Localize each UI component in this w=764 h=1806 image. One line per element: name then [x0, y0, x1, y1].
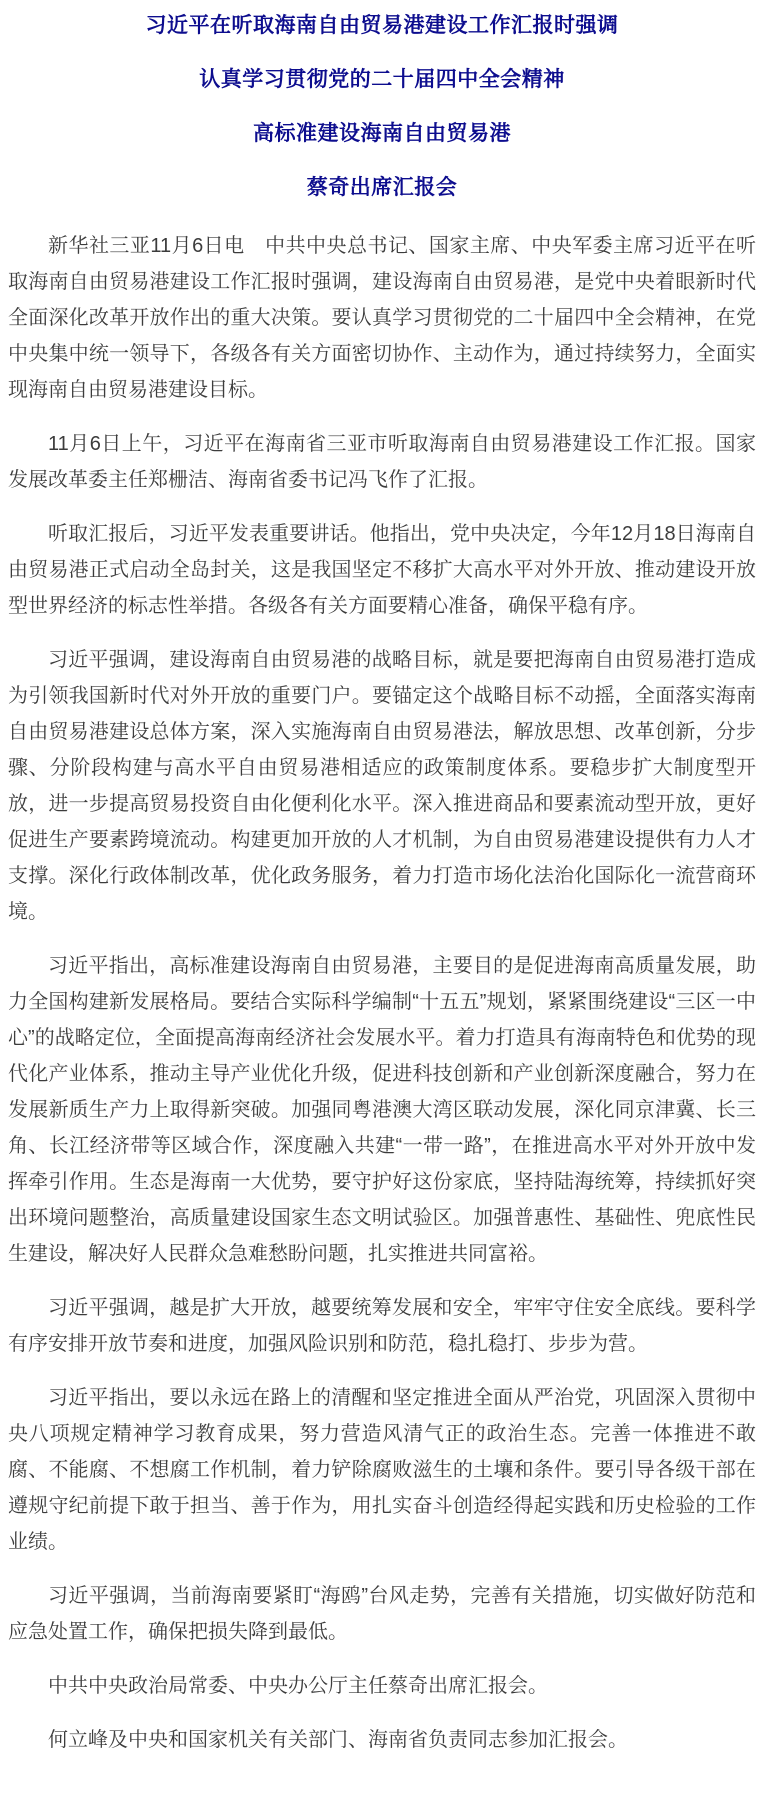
article-body: [8, 228, 756, 1758]
article-paragraph: 新华社三亚11月6日电 中共中央总书记、国家主席、中央军委主席习近平在听取海南自由贸易港建设工作汇报时强调，建设海南自由贸易港，是党中央着眼新时代全面深化改革开放作出的重大决策。要认真学习贯彻党的二十届四中全会精神，在党中央集中统一领导下，各级各有关方面密切协作、主动作为，通过持续努力，全面实现海南自由贸易港建设目标。: [8, 235, 756, 401]
headline-line-3: 高标准建设海南自由贸易港: [253, 122, 511, 145]
article-paragraph: 习近平指出，要以永远在路上的清醒和坚定推进全面从严治党，巩固深入贯彻中央八项规定精神学习教育成果，努力营造风清气正的政治生态。完善一体推进不敢腐、不能腐、不想腐工作机制，着力铲除腐败滋生的土壤和条件。要引导各级干部在遵规守纪前提下敢于担当、善于作为，用扎实奋斗创造经得起实践和历史检验的工作业绩。: [8, 1387, 756, 1553]
headline-line-1: 习近平在听取海南自由贸易港建设工作汇报时强调: [145, 14, 619, 37]
article-paragraph: 习近平强调，建设海南自由贸易港的战略目标，就是要把海南自由贸易港打造成为引领我国新时代对外开放的重要门户。要锚定这个战略目标不动摇，全面落实海南自由贸易港建设总体方案，深入实施海南自由贸易港法，解放思想、改革创新，分步骤、分阶段构建与高水平自由贸易港相适应的政策制度体系。要稳步扩大制度型开放，进一步提高贸易投资自由化便利化水平。深入推进商品和要素流动型开放，更好促进生产要素跨境流动。构建更加开放的人才机制，为自由贸易港建设提供有力人才支撑。深化行政体制改革，优化政务服务，着力打造市场化法治化国际化一流营商环境。: [8, 649, 756, 923]
article-paragraph: 11月6日上午，习近平在海南省三亚市听取海南自由贸易港建设工作汇报。国家发展改革委主任郑栅洁、海南省委书记冯飞作了汇报。: [8, 433, 756, 491]
headline-group: [8, 12, 756, 202]
headline-line-4: 蔡奇出席汇报会: [306, 176, 458, 199]
article-paragraph: 习近平强调，越是扩大开放，越要统筹发展和安全，牢牢守住安全底线。要科学有序安排开放节奏和进度，加强风险识别和防范，稳扎稳打、步步为营。: [8, 1297, 756, 1355]
article-paragraph: 习近平指出，高标准建设海南自由贸易港，主要目的是促进海南高质量发展，助力全国构建新发展格局。要结合实际科学编制“十五五”规划，紧紧围绕建设“三区一中心”的战略定位，全面提高海南经济社会发展水平。着力打造具有海南特色和优势的现代化产业体系，推动主导产业优化升级，促进科技创新和产业创新深度融合，努力在发展新质生产力上取得新突破。加强同粤港澳大湾区联动发展，深化同京津冀、长三角、长江经济带等区域合作，深度融入共建“一带一路”，在推进高水平对外开放中发挥牵引作用。生态是海南一大优势，要守护好这份家底，坚持陆海统筹，持续抓好突出环境问题整治，高质量建设国家生态文明试验区。加强普惠性、基础性、兜底性民生建设，解决好人民群众急难愁盼问题，扎实推进共同富裕。: [8, 955, 756, 1265]
article-paragraph: 习近平强调，当前海南要紧盯“海鸥”台风走势，完善有关措施，切实做好防范和应急处置工作，确保把损失降到最低。: [8, 1585, 756, 1643]
article-paragraph: 听取汇报后，习近平发表重要讲话。他指出，党中央决定，今年12月18日海南自由贸易港正式启动全岛封关，这是我国坚定不移扩大高水平对外开放、推动建设开放型世界经济的标志性举措。各级各有关方面要精心准备，确保平稳有序。: [8, 523, 756, 617]
headline-line-2: 认真学习贯彻党的二十届四中全会精神: [199, 68, 565, 91]
article-paragraph: 何立峰及中央和国家机关有关部门、海南省负责同志参加汇报会。: [48, 1729, 628, 1751]
article-paragraph: 中共中央政治局常委、中央办公厅主任蔡奇出席汇报会。: [48, 1675, 548, 1697]
